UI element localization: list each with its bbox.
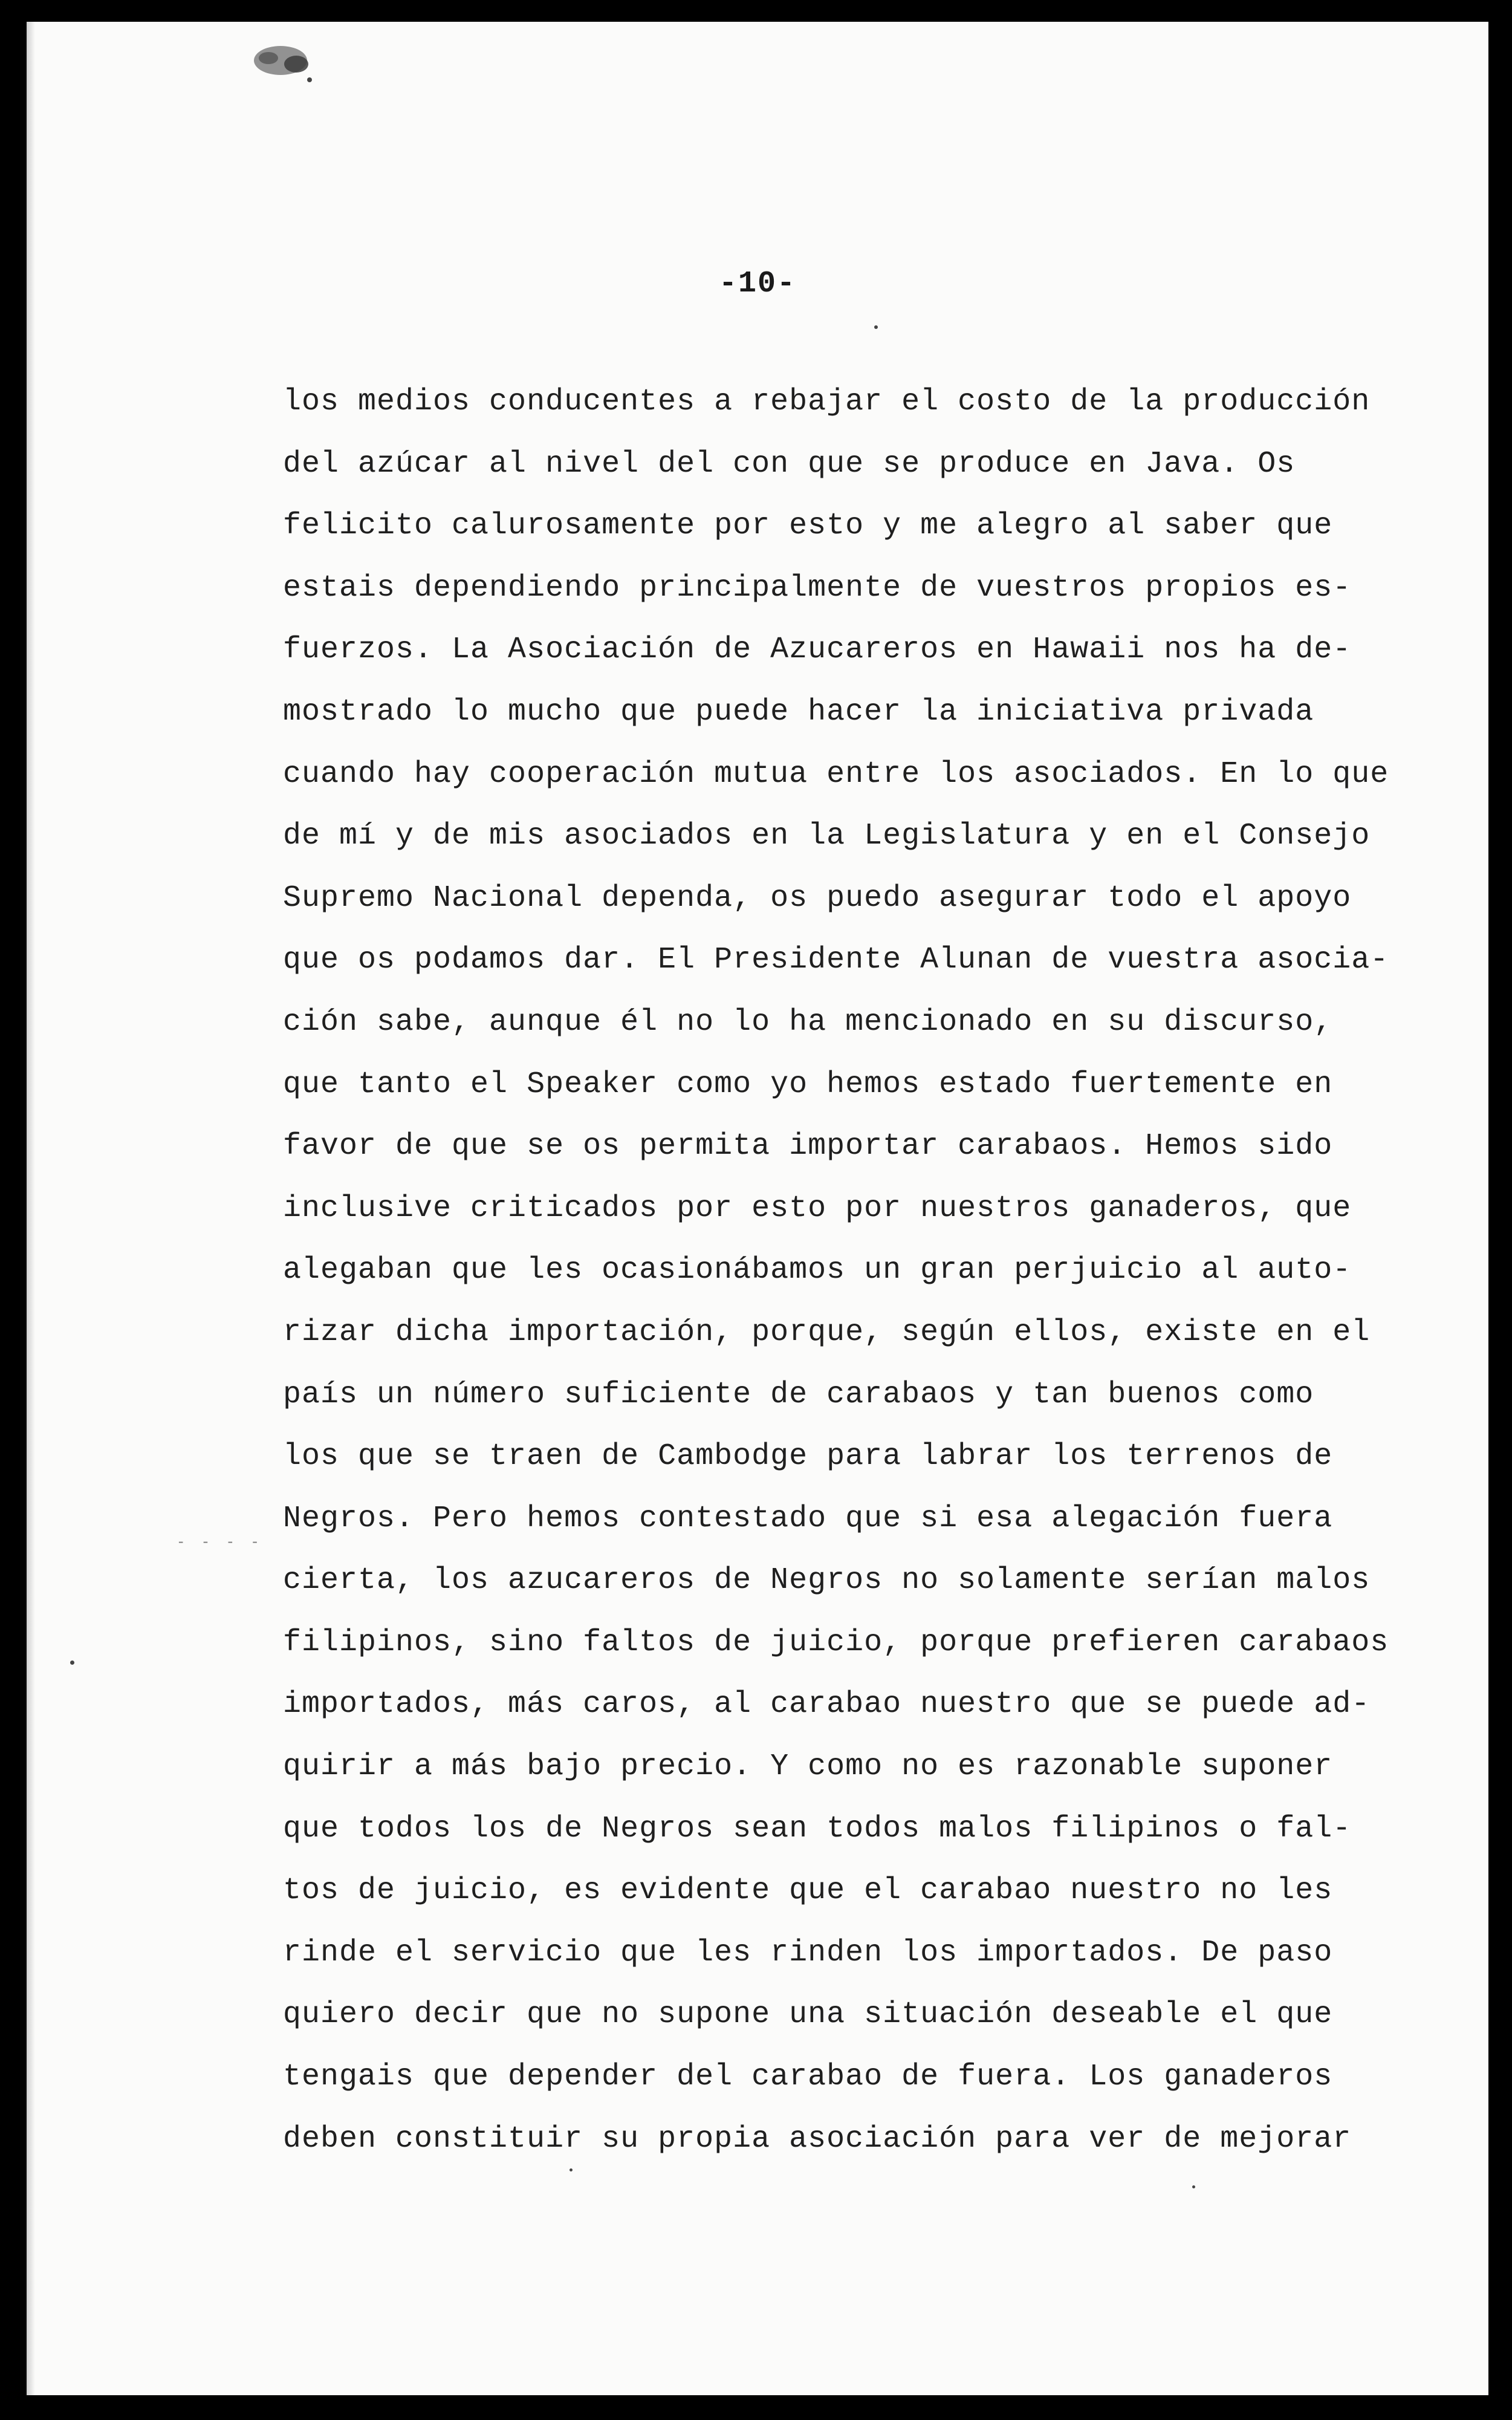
ink-speck (1192, 2185, 1195, 2188)
text-line: rinde el servicio que les rinden los importados. De paso (283, 1935, 1333, 1970)
body-text (283, 371, 1407, 2170)
text-line: de mí y de mis asociados en la Legislatura y en el Consejo (283, 819, 1371, 854)
page-edge-shadow (27, 22, 35, 2395)
text-line: rizar dicha importación, porque, según ellos, existe en el (283, 1315, 1371, 1350)
text-line: los medios conducentes a rebajar el costo de la producción (283, 385, 1371, 419)
text-line: fuerzos. La Asociación de Azucareros en Hawaii nos ha de- (283, 633, 1352, 668)
ink-smudge (244, 35, 329, 91)
text-line: favor de que se os permita importar carabaos. Hemos sido (283, 1129, 1333, 1164)
text-line: estais dependiendo principalmente de vuestros propios es- (283, 570, 1352, 605)
page-number: -10- (718, 267, 797, 301)
text-line: felicito calurosamente por esto y me alegro al saber que (283, 509, 1333, 544)
ink-speck (874, 325, 878, 329)
document-page (27, 22, 1488, 2395)
text-line: deben constituir su propia asociación para ver de mejorar (283, 2121, 1352, 2156)
text-line: alegaban que les ocasionábamos un gran perjuicio al auto- (283, 1253, 1352, 1288)
text-line: quiero decir que no supone una situación deseable el que (283, 1997, 1333, 2032)
text-line: filipinos, sino faltos de juicio, porque prefieren carabaos (283, 1625, 1389, 1660)
text-line: ción sabe, aunque él no lo ha mencionado en su discurso, (283, 1004, 1333, 1039)
text-line: país un número suficiente de carabaos y tan buenos como (283, 1377, 1314, 1412)
text-line: quirir a más bajo precio. Y como no es razonable suponer (283, 1749, 1333, 1784)
text-line: que os podamos dar. El Presidente Alunan de vuestra asocia- (283, 943, 1389, 978)
text-line: cierta, los azucareros de Negros no solamente serían malos (283, 1563, 1371, 1598)
text-line: mostrado lo mucho que puede hacer la iniciativa privada (283, 694, 1314, 729)
margin-mark: - - - - (177, 1535, 263, 1551)
text-line: los que se traen de Cambodge para labrar los terrenos de (283, 1439, 1333, 1474)
ink-speck (70, 1660, 74, 1665)
text-line: tengais que depender del carabao de fuera. Los ganaderos (283, 2060, 1333, 2095)
text-line: inclusive criticados por esto por nuestros ganaderos, que (283, 1191, 1352, 1226)
text-line: tos de juicio, es evidente que el carabao nuestro no les (283, 1873, 1333, 1908)
text-line: cuando hay cooperación mutua entre los asociados. En lo que (283, 756, 1389, 792)
text-line: Supremo Nacional dependa, os puedo asegurar todo el apoyo (283, 880, 1352, 916)
text-line: que todos los de Negros sean todos malos filipinos o fal- (283, 1811, 1352, 1846)
text-line: Negros. Pero hemos contestado que si esa alegación fuera (283, 1501, 1333, 1536)
text-line: del azúcar al nivel del con que se produce en Java. Os (283, 446, 1296, 481)
text-line: que tanto el Speaker como yo hemos estado fuertemente en (283, 1067, 1333, 1102)
text-line: importados, más caros, al carabao nuestro que se puede ad- (283, 1687, 1371, 1722)
